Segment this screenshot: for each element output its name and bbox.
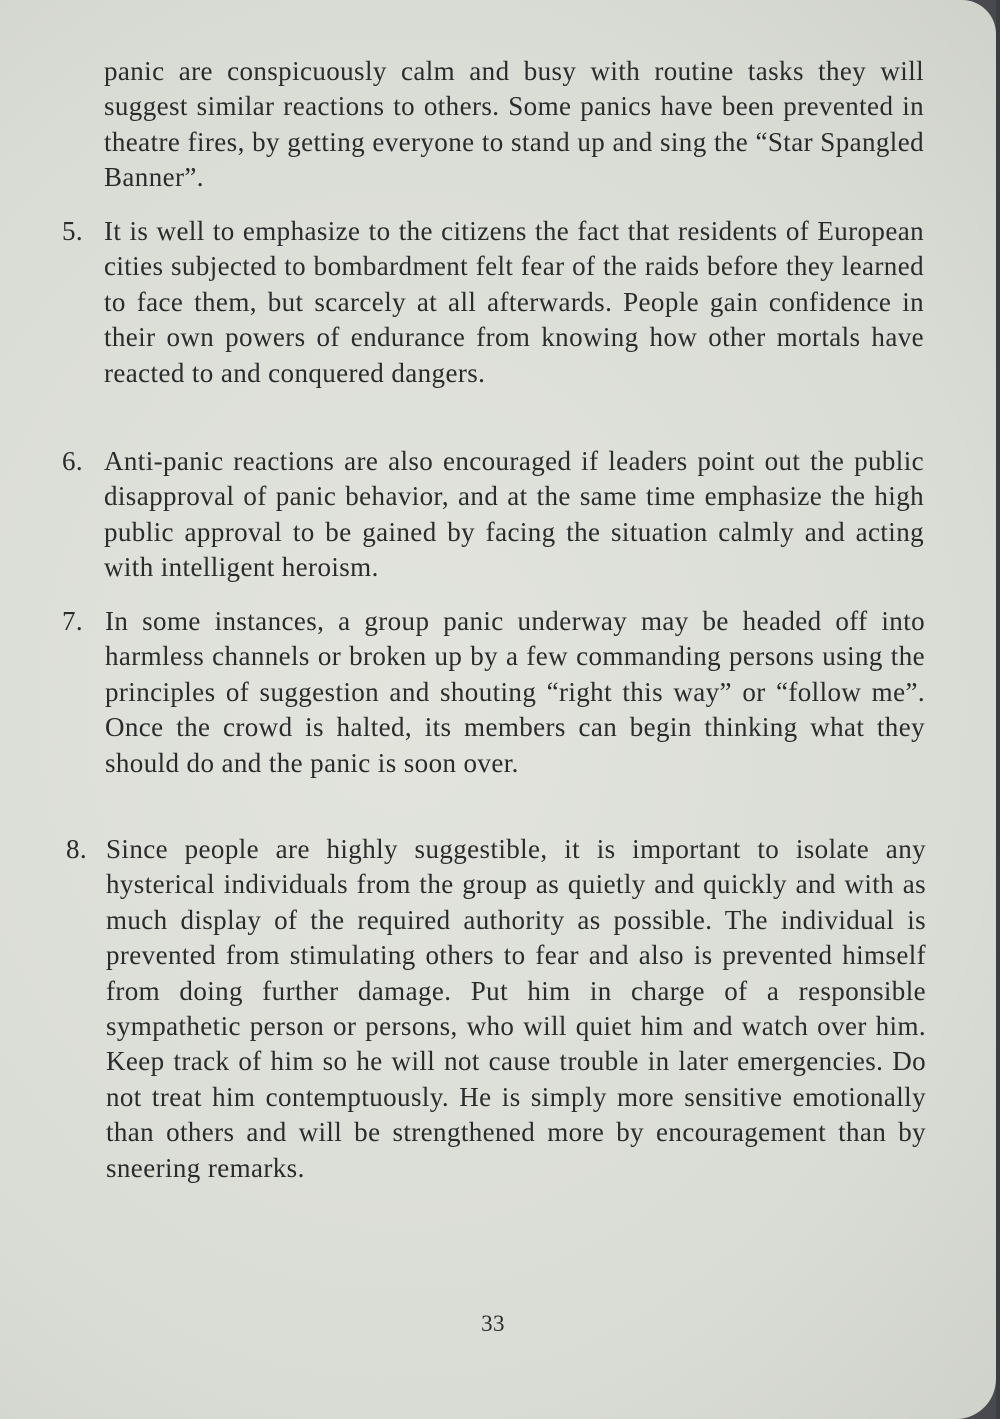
item-paragraph-6: Anti-panic reactions are also encouraged if leaders point out the public disapproval of panic behavior, and at the same time emphasize the high public approval to be gained by facing the situation calmly and acting with intelligent heroism. xyxy=(104,446,924,583)
item-number-6: 6. xyxy=(62,446,84,476)
item-number-8: 8. xyxy=(66,834,88,864)
book-edge xyxy=(996,0,1000,1419)
item-number-7: 7. xyxy=(62,606,84,636)
page-number: 33 xyxy=(481,1311,505,1336)
item-number-5: 5. xyxy=(62,216,84,246)
item-paragraph-7: In some instances, a group panic underway may be headed off into harmless channels or broken up by a few commanding persons using the principles of suggestion and shouting “right this way” or “follow me”. Once the crowd is halted, its members can begin thinking what they should do and the panic is soon over. xyxy=(105,606,925,778)
item-paragraph-5: It is well to emphasize to the citizens the fact that residents of European cities subjected to bombardment felt fear of the raids before they learned to face them, but scarcely at all afterwards. People gain confidence in their own powers of endurance from knowing how other mortals have reacted to and conquered dangers. xyxy=(104,216,924,388)
item-paragraph-8: Since people are highly suggestible, it is important to isolate any hysterical individuals from the group as quietly and quickly and with as much display of the required authority as possible. The individual is prevented from stimulating others to fear and also is prevented himself from doing further damage. Put him in charge of a responsible sympathetic person or persons, who will quiet him and watch over him. Keep track of him so he will not cause trouble in later emergencies. Do not treat him contemptuously. He is simply more sensitive emotionally than others and will be strengthened more by encouragement than by sneering remarks. xyxy=(106,834,926,1183)
continuation-paragraph: panic are conspicuously calm and busy with routine tasks they will suggest similar reactions to others. Some panics have been prevented in theatre fires, by getting everyone to stand up and sing the “Star Spangled Banner”. xyxy=(104,56,924,193)
